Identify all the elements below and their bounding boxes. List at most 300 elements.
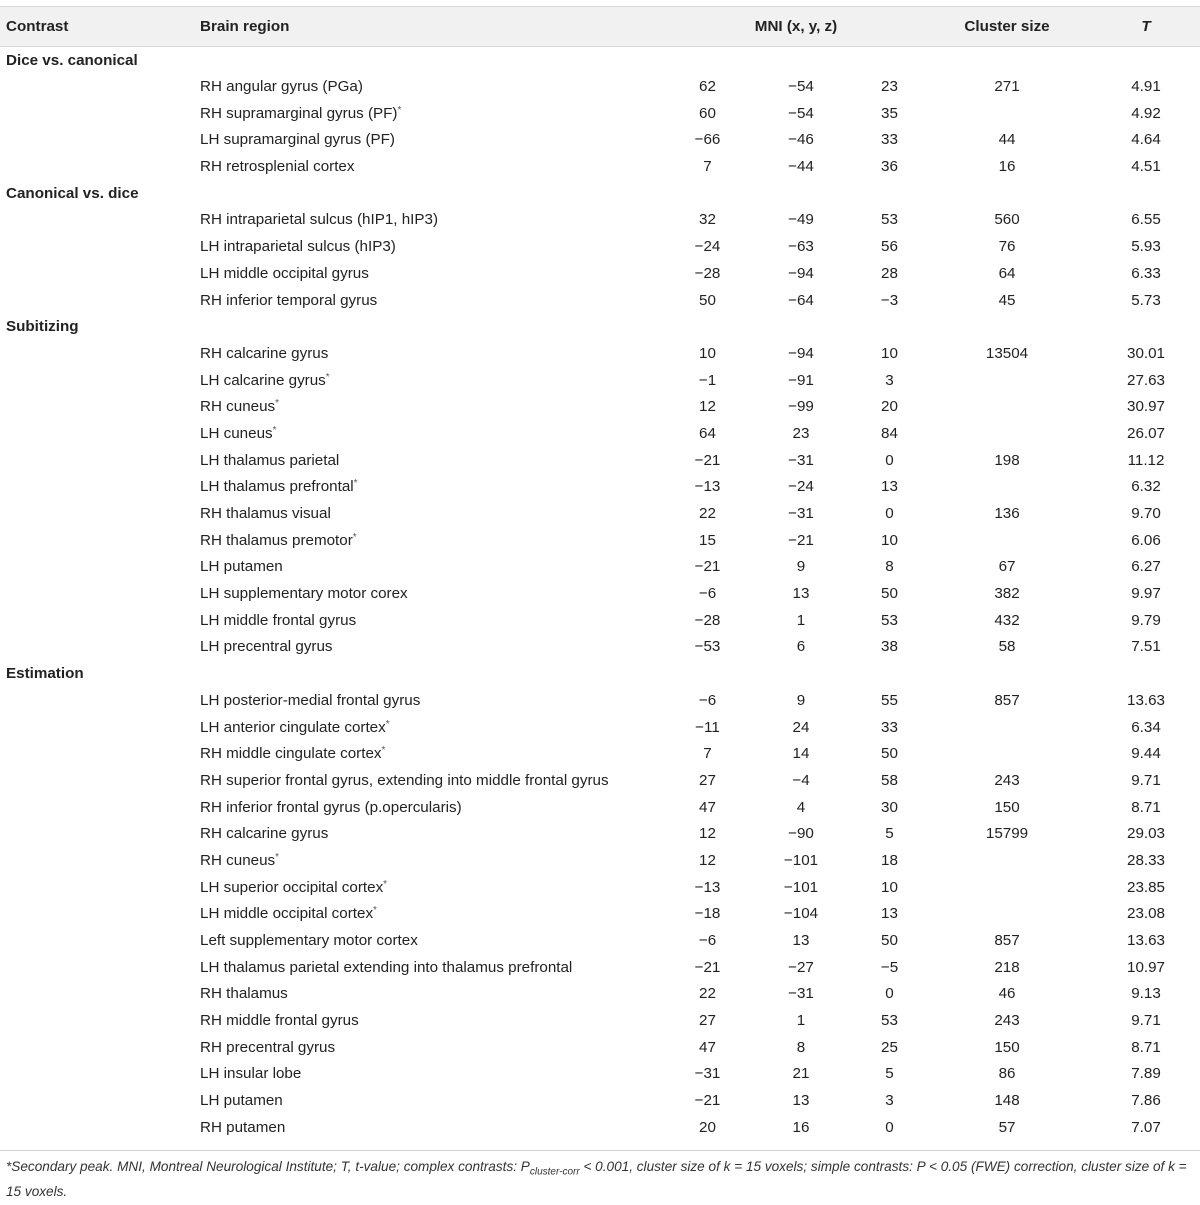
t-value-cell: 23.85 bbox=[1127, 878, 1166, 896]
mni-x-cell: −11 bbox=[695, 718, 720, 736]
brain-region-cell bbox=[200, 714, 670, 741]
brain-region-cell bbox=[200, 901, 670, 928]
t-value-cell: 9.71 bbox=[1131, 771, 1161, 789]
brain-region-cell bbox=[200, 954, 670, 981]
mni-z-cell: 58 bbox=[881, 771, 898, 789]
mni-y-cell: −63 bbox=[788, 238, 814, 256]
secondary-peak-marker: * bbox=[383, 878, 388, 890]
contrast-cell bbox=[0, 447, 200, 474]
brain-region-label: LH supramarginal gyrus (PF) bbox=[200, 131, 395, 149]
table-row bbox=[0, 1087, 1200, 1114]
t-value-cell: 13.63 bbox=[1127, 691, 1166, 709]
contrast-cell bbox=[0, 153, 200, 180]
section-row bbox=[0, 313, 1200, 340]
brain-region-label: LH superior occipital cortex bbox=[200, 878, 384, 896]
mni-z-cell: 55 bbox=[881, 691, 898, 709]
cluster-size-cell: 46 bbox=[998, 985, 1016, 1003]
mni-x-cell: 32 bbox=[699, 211, 716, 229]
t-value-cell: 11.12 bbox=[1127, 451, 1165, 469]
mni-z-cell: 5 bbox=[885, 1065, 894, 1083]
cluster-size-cell: 76 bbox=[998, 238, 1016, 256]
contrast-cell bbox=[0, 580, 200, 607]
header-contrast: Contrast bbox=[0, 7, 200, 47]
table-row bbox=[0, 127, 1200, 154]
mni-x-cell: 27 bbox=[699, 1012, 716, 1030]
mni-z-cell: 0 bbox=[885, 505, 894, 523]
t-value-cell: 7.86 bbox=[1131, 1092, 1161, 1110]
section-label: Subitizing bbox=[6, 318, 79, 336]
brain-region-cell bbox=[200, 981, 670, 1008]
brain-region-cell bbox=[200, 847, 670, 874]
cluster-size-cell: 57 bbox=[998, 1118, 1016, 1136]
mni-y-cell: 24 bbox=[792, 718, 810, 736]
mni-y-cell: 14 bbox=[792, 745, 810, 763]
mni-x-cell: −28 bbox=[694, 611, 721, 629]
t-value-cell: 9.13 bbox=[1131, 985, 1161, 1003]
table-row bbox=[0, 954, 1200, 981]
brain-region-label: RH superior frontal gyrus, extending into middle frontal gyrus bbox=[200, 771, 609, 789]
t-value-cell: 23.08 bbox=[1127, 905, 1166, 923]
mni-y-cell: 8 bbox=[796, 1038, 806, 1056]
mni-y-cell: 13 bbox=[792, 1092, 810, 1110]
mni-x-cell: −1 bbox=[698, 371, 717, 389]
brain-region-label: Left supplementary motor cortex bbox=[200, 932, 418, 950]
mni-y-cell: 13 bbox=[792, 932, 810, 950]
contrast-cell bbox=[0, 1114, 200, 1141]
t-value-cell: 9.97 bbox=[1131, 585, 1161, 603]
section-label: Canonical vs. dice bbox=[6, 184, 139, 202]
mni-y-cell: 4 bbox=[796, 798, 806, 816]
cluster-size-cell: 271 bbox=[994, 78, 1020, 96]
mni-y-cell: 1 bbox=[796, 1012, 806, 1030]
mni-x-cell: −13 bbox=[694, 878, 721, 896]
secondary-peak-marker: * bbox=[352, 531, 357, 543]
mni-x-cell: 12 bbox=[699, 825, 716, 843]
table-row bbox=[0, 447, 1200, 474]
brain-region-cell bbox=[200, 420, 670, 447]
cluster-size-cell: 218 bbox=[994, 958, 1020, 976]
mni-y-cell: −31 bbox=[788, 985, 814, 1003]
brain-region-label: RH calcarine gyrus bbox=[200, 344, 329, 362]
brain-region-cell bbox=[200, 607, 670, 634]
section-row bbox=[0, 660, 1200, 687]
cluster-size-cell: 86 bbox=[998, 1065, 1016, 1083]
t-value-cell: 7.89 bbox=[1131, 1065, 1161, 1083]
table-row bbox=[0, 207, 1200, 234]
brain-region-cell bbox=[200, 260, 670, 287]
brain-region-cell bbox=[200, 207, 670, 234]
table-row bbox=[0, 1114, 1200, 1141]
secondary-peak-marker: * bbox=[272, 424, 277, 436]
mni-z-cell: 20 bbox=[881, 398, 898, 416]
brain-region-label: RH intraparietal sulcus (hIP1, hIP3) bbox=[200, 211, 439, 229]
mni-z-cell: 50 bbox=[881, 932, 898, 950]
t-value-cell: 6.34 bbox=[1131, 718, 1161, 736]
mni-z-cell: 0 bbox=[885, 1118, 894, 1136]
mni-z-cell: 35 bbox=[881, 104, 898, 122]
brain-region-cell bbox=[200, 1034, 670, 1061]
table-bottom-rule bbox=[0, 1150, 1200, 1151]
contrast-cell bbox=[0, 1007, 200, 1034]
t-value-cell: 10.97 bbox=[1127, 958, 1166, 976]
t-value-cell: 6.06 bbox=[1131, 531, 1161, 549]
mni-y-cell: 13 bbox=[792, 585, 810, 603]
mni-z-cell: 38 bbox=[881, 638, 898, 656]
brain-region-label: RH retrosplenial cortex bbox=[200, 158, 355, 176]
cluster-size-cell: 382 bbox=[994, 585, 1020, 603]
mni-y-cell: 23 bbox=[792, 424, 810, 442]
contrast-cell bbox=[0, 714, 200, 741]
mni-z-cell: 36 bbox=[881, 158, 898, 176]
cluster-size-cell: 857 bbox=[994, 932, 1020, 950]
brain-region-label: LH supplementary motor corex bbox=[200, 585, 408, 603]
t-value-cell: 30.01 bbox=[1127, 344, 1166, 362]
mni-x-cell: −21 bbox=[694, 451, 721, 469]
brain-region-label: RH thalamus visual bbox=[200, 505, 331, 523]
footnote-part2: < 0.001, cluster size of k = 15 voxels; simple contrasts: P < 0.05 (FWE) correction, cluster size of k = 15 voxels. bbox=[6, 1159, 1187, 1199]
footnote bbox=[6, 1157, 1194, 1201]
t-value-cell: 28.33 bbox=[1127, 851, 1166, 869]
mni-x-cell: −28 bbox=[694, 264, 721, 282]
contrast-cell bbox=[0, 340, 200, 367]
mni-z-cell: 13 bbox=[881, 905, 898, 923]
t-value-cell: 9.71 bbox=[1131, 1012, 1161, 1030]
t-value-cell: 7.07 bbox=[1131, 1118, 1161, 1136]
brain-region-label: LH putamen bbox=[200, 1092, 283, 1110]
mni-x-cell: −21 bbox=[694, 558, 721, 576]
brain-region-cell bbox=[200, 927, 670, 954]
t-value-cell: 6.55 bbox=[1131, 211, 1161, 229]
mni-z-cell: 0 bbox=[885, 985, 894, 1003]
contrast-cell bbox=[0, 420, 200, 447]
mni-x-cell: 27 bbox=[699, 771, 716, 789]
mni-y-cell: −64 bbox=[788, 291, 814, 309]
brain-region-label: LH precentral gyrus bbox=[200, 638, 333, 656]
secondary-peak-marker: * bbox=[325, 371, 330, 383]
brain-region-cell bbox=[200, 554, 670, 581]
brain-region-label: LH putamen bbox=[200, 558, 283, 576]
t-value-cell: 9.70 bbox=[1131, 505, 1161, 523]
cluster-size-cell: 58 bbox=[998, 638, 1016, 656]
mni-y-cell: −54 bbox=[788, 78, 814, 96]
brain-region-label: LH insular lobe bbox=[200, 1065, 302, 1083]
contrast-cell bbox=[0, 100, 200, 127]
table-row bbox=[0, 820, 1200, 847]
table-row bbox=[0, 260, 1200, 287]
mni-y-cell: −90 bbox=[788, 825, 814, 843]
table-row bbox=[0, 367, 1200, 394]
brain-region-label: RH cuneus bbox=[200, 398, 276, 416]
table-row bbox=[0, 767, 1200, 794]
table-row bbox=[0, 1034, 1200, 1061]
mni-z-cell: 13 bbox=[881, 478, 898, 496]
mni-x-cell: 7 bbox=[703, 158, 712, 176]
cluster-size-cell bbox=[922, 847, 1092, 874]
t-value-cell: 9.44 bbox=[1131, 745, 1161, 763]
brain-region-cell bbox=[200, 153, 670, 180]
mni-z-cell: 50 bbox=[881, 745, 898, 763]
brain-region-cell bbox=[200, 527, 670, 554]
cluster-size-cell: 16 bbox=[998, 158, 1016, 176]
cluster-size-cell: 45 bbox=[998, 291, 1016, 309]
table-row bbox=[0, 1061, 1200, 1088]
header-cluster-size: Cluster size bbox=[922, 7, 1092, 47]
mni-x-cell: 47 bbox=[699, 798, 716, 816]
cluster-size-cell: 148 bbox=[994, 1092, 1020, 1110]
brain-region-label: RH inferior frontal gyrus (p.opercularis) bbox=[200, 798, 462, 816]
brain-region-cell bbox=[200, 1114, 670, 1141]
table-row bbox=[0, 287, 1200, 314]
mni-z-cell: −5 bbox=[880, 958, 899, 976]
t-value-cell: 7.51 bbox=[1131, 638, 1161, 656]
cluster-size-cell: 44 bbox=[998, 131, 1016, 149]
brain-region-label: LH intraparietal sulcus (hIP3) bbox=[200, 238, 396, 256]
table-row bbox=[0, 874, 1200, 901]
secondary-peak-marker: * bbox=[385, 718, 390, 730]
contrast-cell bbox=[0, 740, 200, 767]
cluster-size-cell bbox=[922, 100, 1092, 127]
mni-x-cell: 47 bbox=[699, 1038, 716, 1056]
table-row bbox=[0, 580, 1200, 607]
secondary-peak-marker: * bbox=[275, 851, 280, 863]
table-row bbox=[0, 73, 1200, 100]
mni-y-cell: −46 bbox=[788, 131, 814, 149]
mni-y-cell: 6 bbox=[796, 638, 806, 656]
contrast-cell bbox=[0, 500, 200, 527]
table-row bbox=[0, 233, 1200, 260]
brain-region-label: RH thalamus premotor bbox=[200, 531, 353, 549]
cluster-size-cell: 136 bbox=[994, 505, 1020, 523]
cluster-size-cell: 857 bbox=[994, 691, 1020, 709]
contrast-cell bbox=[0, 1061, 200, 1088]
mni-z-cell: 53 bbox=[881, 1012, 898, 1030]
brain-region-cell bbox=[200, 287, 670, 314]
mni-y-cell: −104 bbox=[783, 905, 819, 923]
mni-z-cell: 10 bbox=[881, 344, 898, 362]
brain-region-cell bbox=[200, 1061, 670, 1088]
contrast-cell bbox=[0, 607, 200, 634]
t-value-cell: 29.03 bbox=[1127, 825, 1166, 843]
brain-region-label: LH calcarine gyrus bbox=[200, 371, 326, 389]
mni-y-cell: −44 bbox=[788, 158, 814, 176]
brain-region-label: RH inferior temporal gyrus bbox=[200, 291, 378, 309]
mni-x-cell: −13 bbox=[694, 478, 721, 496]
mni-y-cell: −94 bbox=[788, 264, 814, 282]
brain-region-label: RH calcarine gyrus bbox=[200, 825, 329, 843]
section-label: Estimation bbox=[6, 665, 84, 683]
mni-x-cell: 64 bbox=[699, 424, 716, 442]
brain-region-cell bbox=[200, 233, 670, 260]
results-table bbox=[0, 6, 1200, 1141]
t-value-cell: 6.32 bbox=[1131, 478, 1161, 496]
table-row bbox=[0, 847, 1200, 874]
t-value-cell: 8.71 bbox=[1131, 798, 1161, 816]
mni-x-cell: 10 bbox=[699, 344, 716, 362]
brain-region-cell bbox=[200, 340, 670, 367]
contrast-cell bbox=[0, 981, 200, 1008]
cluster-size-cell bbox=[922, 527, 1092, 554]
table-row bbox=[0, 740, 1200, 767]
brain-region-label: RH middle cingulate cortex bbox=[200, 745, 382, 763]
header-mni: MNI (x, y, z) bbox=[670, 7, 922, 47]
table-row bbox=[0, 981, 1200, 1008]
secondary-peak-marker: * bbox=[381, 745, 386, 757]
brain-region-cell bbox=[200, 687, 670, 714]
brain-region-cell bbox=[200, 500, 670, 527]
mni-x-cell: −21 bbox=[694, 958, 721, 976]
cluster-size-cell: 243 bbox=[994, 1012, 1020, 1030]
mni-y-cell: 9 bbox=[796, 558, 806, 576]
cluster-size-cell: 67 bbox=[998, 558, 1016, 576]
table-row bbox=[0, 714, 1200, 741]
contrast-cell bbox=[0, 554, 200, 581]
contrast-cell bbox=[0, 474, 200, 501]
mni-z-cell: 53 bbox=[881, 211, 898, 229]
mni-x-cell: −66 bbox=[694, 131, 721, 149]
brain-region-cell bbox=[200, 767, 670, 794]
header-brain-region: Brain region bbox=[200, 7, 670, 47]
brain-region-cell bbox=[200, 474, 670, 501]
contrast-cell bbox=[0, 127, 200, 154]
mni-x-cell: −6 bbox=[698, 585, 717, 603]
mni-y-cell: −101 bbox=[783, 878, 819, 896]
brain-region-cell bbox=[200, 1087, 670, 1114]
mni-z-cell: 56 bbox=[881, 238, 898, 256]
brain-region-label: LH middle frontal gyrus bbox=[200, 611, 357, 629]
brain-region-label: LH thalamus parietal bbox=[200, 451, 340, 469]
secondary-peak-marker: * bbox=[397, 104, 402, 116]
t-value-cell: 30.97 bbox=[1127, 398, 1166, 416]
mni-y-cell: −4 bbox=[792, 771, 810, 789]
brain-region-cell bbox=[200, 740, 670, 767]
mni-x-cell: −6 bbox=[698, 932, 717, 950]
mni-x-cell: 50 bbox=[699, 291, 716, 309]
mni-x-cell: −21 bbox=[694, 1092, 721, 1110]
contrast-cell bbox=[0, 287, 200, 314]
table-row bbox=[0, 153, 1200, 180]
brain-region-cell bbox=[200, 634, 670, 661]
mni-z-cell: −3 bbox=[880, 291, 899, 309]
cluster-size-cell: 150 bbox=[994, 798, 1020, 816]
table-row bbox=[0, 420, 1200, 447]
footnote-star: * bbox=[6, 1159, 12, 1174]
table-row bbox=[0, 634, 1200, 661]
contrast-cell bbox=[0, 687, 200, 714]
brain-region-cell bbox=[200, 100, 670, 127]
t-value-cell: 4.92 bbox=[1131, 104, 1161, 122]
cluster-size-cell: 198 bbox=[994, 451, 1020, 469]
contrast-cell bbox=[0, 927, 200, 954]
brain-region-label: RH supramarginal gyrus (PF) bbox=[200, 104, 398, 122]
mni-y-cell: 9 bbox=[796, 691, 806, 709]
mni-z-cell: 8 bbox=[885, 558, 894, 576]
mni-x-cell: −53 bbox=[694, 638, 721, 656]
contrast-cell bbox=[0, 233, 200, 260]
mni-x-cell: 12 bbox=[699, 851, 716, 869]
t-value-cell: 8.71 bbox=[1131, 1038, 1161, 1056]
mni-x-cell: 62 bbox=[699, 78, 716, 96]
table-row bbox=[0, 687, 1200, 714]
cluster-size-cell: 243 bbox=[994, 771, 1020, 789]
header-t-value: T bbox=[1092, 7, 1200, 47]
brain-region-label: LH middle occipital gyrus bbox=[200, 264, 369, 282]
brain-region-label: LH anterior cingulate cortex bbox=[200, 718, 386, 736]
brain-region-cell bbox=[200, 73, 670, 100]
brain-region-cell bbox=[200, 447, 670, 474]
t-value-cell: 4.91 bbox=[1131, 78, 1161, 96]
section-row bbox=[0, 180, 1200, 207]
mni-z-cell: 53 bbox=[881, 611, 898, 629]
mni-z-cell: 84 bbox=[881, 424, 898, 442]
table-row bbox=[0, 474, 1200, 501]
table-row bbox=[0, 100, 1200, 127]
header-row bbox=[0, 7, 1200, 47]
section-label: Dice vs. canonical bbox=[6, 51, 138, 69]
brain-region-cell bbox=[200, 393, 670, 420]
mni-x-cell: 20 bbox=[699, 1118, 716, 1136]
cluster-size-cell bbox=[922, 714, 1092, 741]
brain-region-label: LH thalamus parietal extending into thalamus prefrontal bbox=[200, 958, 573, 976]
brain-region-cell bbox=[200, 820, 670, 847]
brain-region-cell bbox=[200, 127, 670, 154]
mni-z-cell: 3 bbox=[885, 371, 894, 389]
contrast-cell bbox=[0, 73, 200, 100]
t-value-cell: 6.33 bbox=[1131, 264, 1161, 282]
contrast-cell bbox=[0, 260, 200, 287]
mni-y-cell: −54 bbox=[788, 104, 814, 122]
contrast-cell bbox=[0, 794, 200, 821]
table-row bbox=[0, 901, 1200, 928]
cluster-size-cell: 64 bbox=[998, 264, 1016, 282]
secondary-peak-marker: * bbox=[373, 905, 377, 917]
brain-region-cell bbox=[200, 794, 670, 821]
brain-region-label: RH middle frontal gyrus bbox=[200, 1012, 359, 1030]
mni-y-cell: −27 bbox=[788, 958, 814, 976]
mni-x-cell: 60 bbox=[699, 104, 716, 122]
mni-y-cell: −94 bbox=[788, 344, 814, 362]
mni-z-cell: 25 bbox=[881, 1038, 898, 1056]
mni-z-cell: 10 bbox=[881, 878, 898, 896]
mni-x-cell: −24 bbox=[694, 238, 721, 256]
mni-z-cell: 5 bbox=[885, 825, 894, 843]
mni-z-cell: 30 bbox=[881, 798, 898, 816]
table-body bbox=[0, 47, 1200, 1141]
t-value-cell: 5.73 bbox=[1131, 291, 1161, 309]
cluster-size-cell: 432 bbox=[994, 611, 1020, 629]
mni-x-cell: 22 bbox=[699, 505, 716, 523]
mni-z-cell: 10 bbox=[881, 531, 898, 549]
table-row bbox=[0, 554, 1200, 581]
mni-y-cell: −24 bbox=[788, 478, 814, 496]
cluster-size-cell bbox=[922, 474, 1092, 501]
mni-z-cell: 18 bbox=[881, 851, 898, 869]
table-row bbox=[0, 393, 1200, 420]
t-value-cell: 4.51 bbox=[1131, 158, 1161, 176]
brain-region-cell bbox=[200, 874, 670, 901]
brain-region-label: RH cuneus bbox=[200, 851, 276, 869]
table-row bbox=[0, 340, 1200, 367]
t-value-cell: 26.07 bbox=[1127, 424, 1166, 442]
table-row bbox=[0, 927, 1200, 954]
mni-x-cell: 7 bbox=[703, 745, 712, 763]
brain-region-cell bbox=[200, 580, 670, 607]
mni-y-cell: −101 bbox=[783, 851, 819, 869]
brain-region-label: LH cuneus bbox=[200, 424, 273, 442]
t-value-cell: 6.27 bbox=[1131, 558, 1161, 576]
mni-y-cell: −21 bbox=[788, 531, 814, 549]
contrast-cell bbox=[0, 901, 200, 928]
cluster-size-cell bbox=[922, 740, 1092, 767]
